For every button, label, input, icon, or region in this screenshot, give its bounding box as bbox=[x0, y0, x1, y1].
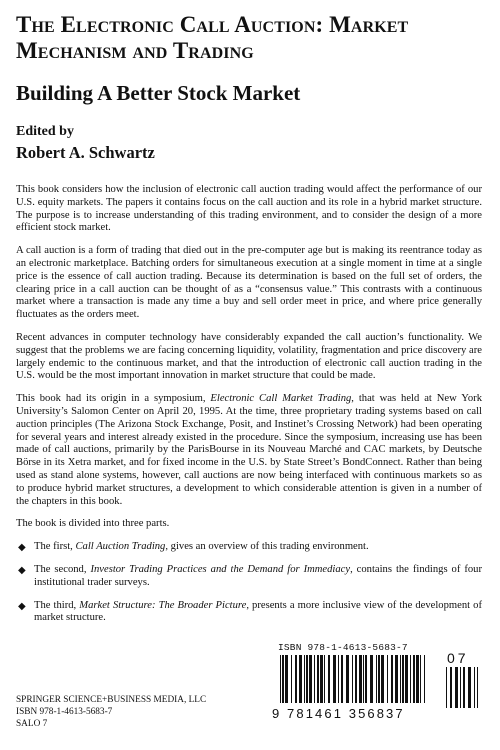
parts-list bbox=[16, 541, 482, 625]
diamond-bullet-icon: ◆ bbox=[18, 564, 26, 576]
diamond-bullet-icon: ◆ bbox=[18, 600, 26, 612]
catalog-code: SALO 7 bbox=[16, 718, 48, 729]
barcode-icon bbox=[280, 655, 425, 703]
edited-by-label: Edited by bbox=[16, 124, 74, 139]
publisher-name: SPRINGER SCIENCE+BUSINESS MEDIA, LLC bbox=[16, 695, 207, 705]
barcode-addon-digits: 07 bbox=[447, 650, 469, 666]
list-item: ◆ The third, Market Structure: The Broader Picture, presents a more inclusive view of the development of market structure. bbox=[18, 599, 482, 624]
book-subtitle: Building A Better Stock Market bbox=[16, 81, 301, 105]
book-title bbox=[16, 12, 486, 64]
blurb-paragraph-1: This book considers how the inclusion of electronic call auction trading would affect the performance of our U.S. equity markets. The papers it contains focus on the call auction and its role in a hybrid market structure. The purpose is to increase understanding of this trading environment, and to consider the design of a more efficient stock market. bbox=[16, 184, 482, 234]
publisher-footer bbox=[16, 695, 246, 730]
part-title: Call Auction Trading bbox=[75, 541, 166, 553]
barcode-isbn-label: ISBN 978-1-4613-5683-7 bbox=[278, 642, 408, 653]
blurb-paragraph-3: Recent advances in computer technology have considerably expanded the call auction’s functionality. We suggest that the problems we are facing concerning liquidity, volatility, fragmentation and price discovery are largely endemic to the continuous market, and that the introduction of electronic call auction trading in the U.S. would be the most important innovation in market structure that could be made. bbox=[16, 331, 482, 382]
barcode-digits: 9 781461 356837 bbox=[272, 706, 405, 721]
book-title-line-1: The Electronic Call Auction: Market bbox=[16, 12, 409, 37]
blurb-paragraph-4: This book had its origin in a symposium, Electronic Call Market Trading, that was held at New York University’s Salomon Center on April 20, 1995. At the time, three proprietary trading systems based on call auction principles (The Arizona Stock Exchange, Posit, and Instinet’s Crossing Network) had been operating for several years and interest already existed in the procedure. Since the symposium, increasing use has been made of call auctions, primarily by the ParisBourse in its Nouveau Marché and CAC markets, by Deutsche Börse in its Xetra market, and for fixed income in the U.S. by State Street’s BondConnect. Rather than being used as stand alone systems, however, call auctions are now being interfaced with continuous markets so as to produce hybrid market structures, a development to which considerable attention is given in a number of the chapters in this book. bbox=[16, 393, 483, 507]
editor-name: Robert A. Schwartz bbox=[16, 143, 155, 162]
book-title-line-2: Mechanism and Trading bbox=[16, 38, 254, 63]
part-title: Market Structure: The Broader Picture bbox=[79, 599, 247, 611]
footer-isbn: ISBN 978-1-4613-5683-7 bbox=[16, 706, 113, 717]
list-item: ◆ The first, Call Auction Trading, gives an overview of this trading environment. bbox=[18, 541, 369, 554]
diamond-bullet-icon: ◆ bbox=[18, 542, 26, 554]
part-title: Investor Trading Practices and the Demand for Immediacy bbox=[90, 563, 351, 575]
barcode-addon-icon bbox=[446, 667, 478, 708]
blurb-paragraph-2: A call auction is a form of trading that died out in the pre-computer age but is making its reentrance today as an electronic marketplace. Batching orders for simultaneous execution at a single moment in time at a single price is the essence of call auction trading. Because its determination is based on the full set of orders, the clearing price in a call auction can be thought of as a “consensus value.” This contrasts with a continuous market where a transaction is made any time a buy and sell order meet in price, and where price generally fluctuates as the orders meet. bbox=[16, 245, 482, 321]
blurb-text bbox=[16, 184, 482, 635]
parts-intro: The book is divided into three parts. bbox=[16, 518, 170, 530]
list-item: ◆ The second, Investor Trading Practices and the Demand for Immediacy, contains the findings of four institutional trader surveys. bbox=[18, 563, 482, 588]
symposium-title: Electronic Call Market Trading bbox=[210, 393, 352, 405]
